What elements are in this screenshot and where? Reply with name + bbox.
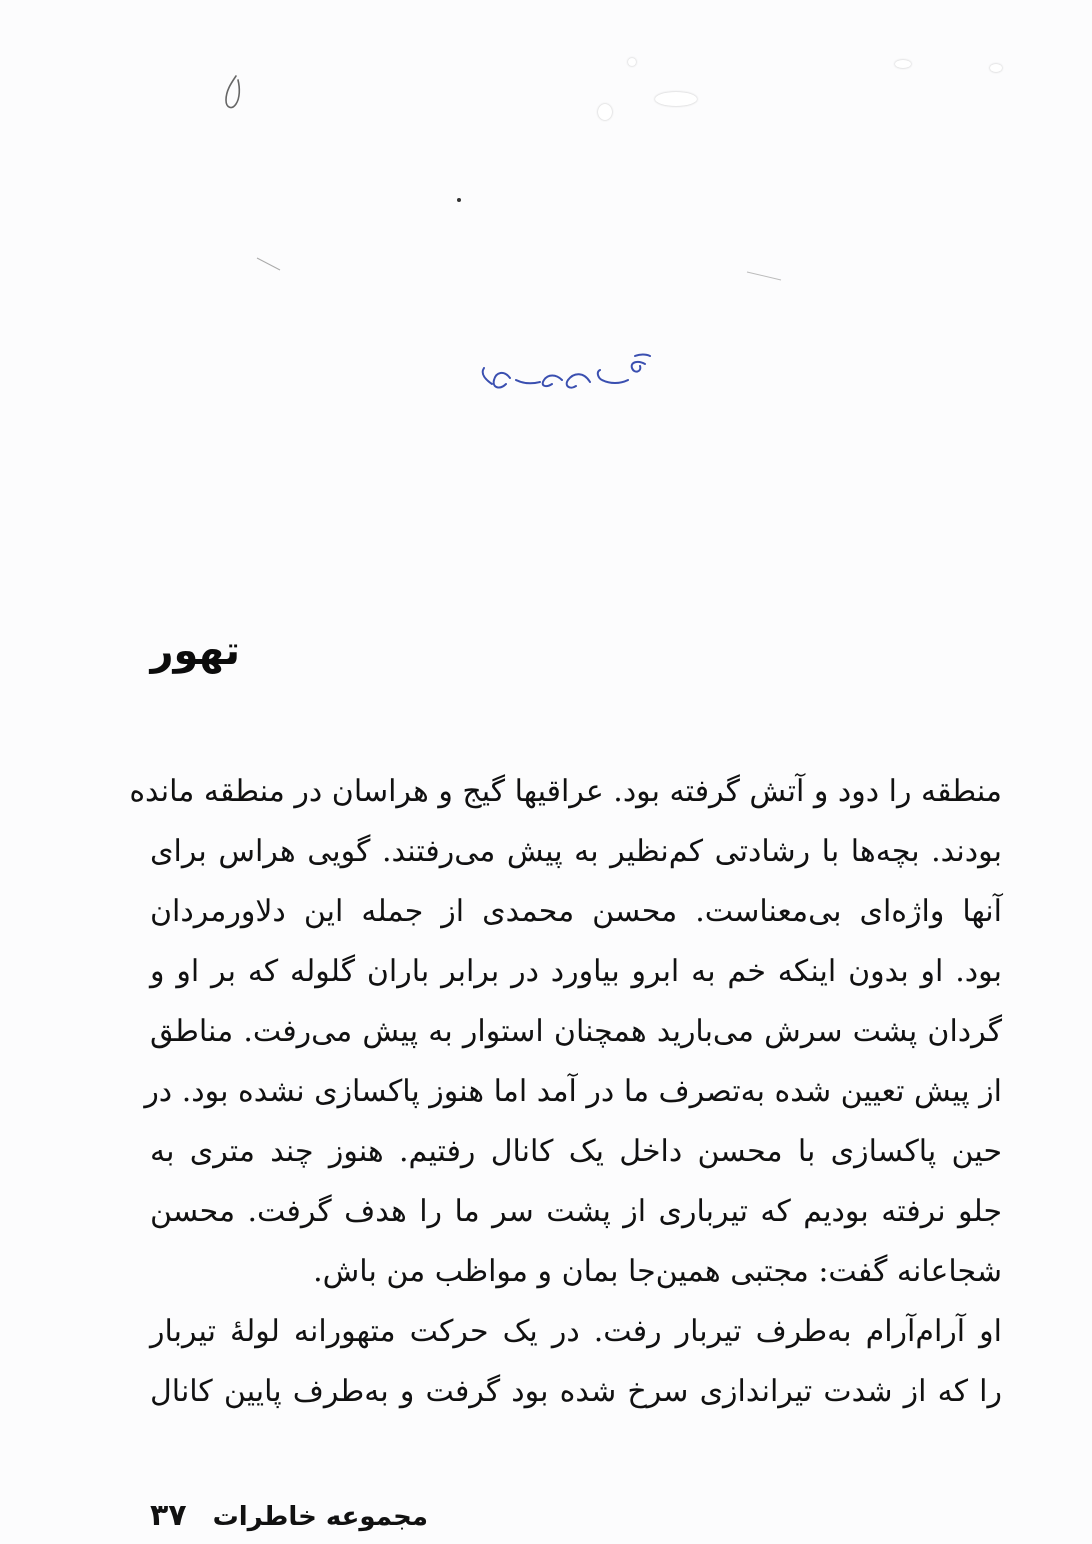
text-line: بود. او بدون اینکه خم به ابرو بیاورد در برابر باران گلوله که بر او و xyxy=(150,954,1002,989)
text-line: بودند. بچه‌ها با رشادتی کم‌نظیر به پیش می‌رفتند. گویی هراس برای xyxy=(150,834,1002,869)
pencil-corner-mark xyxy=(210,70,250,120)
footer-book-title: مجموعه خاطرات xyxy=(212,1502,428,1532)
paragraph xyxy=(150,1302,1002,1422)
paper-scuff xyxy=(895,60,911,68)
paper-scuff xyxy=(598,104,612,120)
ink-dot-mark xyxy=(455,196,463,204)
paper-scuff xyxy=(990,64,1002,72)
chapter-title: تهور xyxy=(150,628,240,674)
paper-scuff xyxy=(655,92,697,106)
text-line: گردان پشت سرش می‌بارید همچنان استوار به پیش می‌رفت. مناطق xyxy=(150,1014,1002,1049)
paper-scuff xyxy=(628,58,636,66)
text-line: آنها واژه‌ای بی‌معناست. محسن محمدی از جمله این دلاورمردان xyxy=(150,894,1002,929)
page-number: ۳۷ xyxy=(150,1498,187,1533)
pencil-stroke-mark xyxy=(745,268,785,284)
text-line: منطقه را دود و آتش گرفته بود. عراقیها گیج و هراسان در منطقه مانده xyxy=(129,774,1002,809)
pencil-stroke-mark xyxy=(255,254,285,274)
text-line: جلو نرفته بودیم که تیرباری از پشت سر ما را هدف گرفت. محسن xyxy=(150,1194,1002,1229)
text-line: از پیش تعیین شده به‌تصرف ما در آمد اما هنوز پاکسازی نشده بود. در xyxy=(144,1074,1002,1109)
text-line: شجاعانه گفت: مجتبی همین‌جا بمان و مواظب من باش. xyxy=(313,1254,1002,1289)
body-text xyxy=(129,762,1002,1422)
text-line: را که از شدت تیراندازی سرخ شده بود گرفت و به‌طرف پایین کانال xyxy=(150,1374,1002,1409)
text-line: حین پاکسازی با محسن داخل یک کانال رفتیم. هنوز چند متری به xyxy=(150,1134,1002,1169)
handwritten-name-note xyxy=(470,350,660,410)
text-line: او آرام‌آرام به‌طرف تیربار رفت. در یک حرکت متهورانه لولهٔ تیربار xyxy=(150,1314,1002,1349)
page-footer xyxy=(150,1498,428,1533)
paragraph xyxy=(129,762,1002,1302)
